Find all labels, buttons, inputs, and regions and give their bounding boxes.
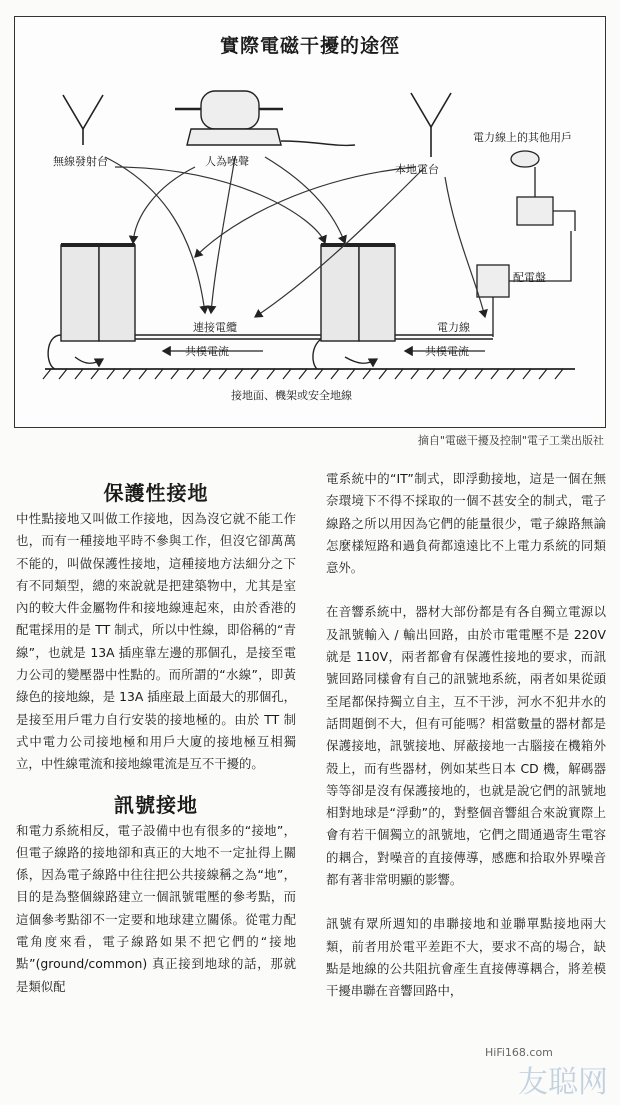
label-local-station: 本地電台 (395, 163, 439, 176)
paragraph-protective-grounding: 中性點接地又叫做工作接地，因為沒它就不能工作也，而有一種接地平時不參與工作，但沒它卻萬萬不能的，叫做保護性接地，這種接地方法細分之下有不同類型，總的來說就是把建築物中，尤其是室內的較大件金屬物件和接地線連起來，由於香港的配電採用的是 TT 制式，所以中性線，即俗稱的“青線”，也就是 13A 插座靠左邊的那個孔，是接至電力公司的變壓器中性點的。而所謂的“水線”，即黃綠色的接地線，是 13A 插座最上面最大的那個孔，是接至用戶電力自行安裝的接地極的。由於 TT 制式中電力公司接地極和用戶大廈的接地極互相獨立，中性線電流和接地線電流是互不干擾的。 (16, 511, 296, 772)
label-common-mode-current-2: 共模電流 (425, 345, 469, 358)
label-common-mode-current-1: 共模電流 (185, 345, 229, 358)
label-distribution-board: 配電盤 (513, 271, 546, 284)
cabinet-right-icon (321, 245, 395, 341)
label-other-users: 電力線上的其他用戶 (473, 131, 572, 144)
other-user-icon (511, 151, 575, 231)
label-connecting-cable: 連接電纜 (193, 321, 237, 334)
watermark-brand: 友聪网 (518, 1065, 608, 1100)
paragraph-it-system: 電系統中的“IT”制式，即浮動接地，這是一個在無奈環境下不得不採取的一個不甚安全的制式，電子線路之所以用因為它們的能量很少，電子線路無論怎麼樣短路和過負荷都遠遠比不上電力系統的同類意外。 (326, 471, 606, 576)
left-column (16, 478, 296, 998)
figure-caption: 摘自"電磁干擾及控制"電子工業出版社 (417, 434, 604, 447)
cabinet-left-icon (61, 245, 135, 341)
watermark-site: HiFi168.com (485, 1046, 553, 1059)
right-column (326, 468, 606, 1003)
label-radio-station: 無線發射台 (53, 155, 108, 168)
motor-icon (175, 91, 355, 145)
label-man-made-noise: 人為噪聲 (205, 155, 249, 168)
paragraph-signal-grounding: 和電力系統相反，電子設備中也有很多的“接地”，但電子線路的接地卻和真正的大地不一定扯得上關係，因為電子線路中往往把公共接線稱之為“地”，目的是為整個線路建立一個訊號電壓的參考點，而這個參考點卻不一定要和地球建立關係。從電力配電角度來看，電子線路如果不把它們的“接地點”(ground/common) 真正接到地球的話，那就是類似配 (16, 822, 296, 994)
label-power-line: 電力線 (437, 321, 470, 334)
emi-diagram (15, 17, 606, 428)
emi-path-figure (14, 16, 606, 428)
radio-antenna-icon (63, 95, 103, 145)
paragraph-signal-types: 訊號有眾所週知的串聯接地和並聯單點接地兩大類，前者用於電平差距不大，要求不高的場合，缺點是地線的公共阻抗會產生直接傳導耦合，將差模干擾串聯在音響回路中， (326, 916, 606, 999)
label-ground-plane: 接地面、機架或安全地線 (231, 389, 352, 402)
heading-protective-grounding: 保護性接地 (103, 481, 209, 505)
figure-title: 實際電磁干擾的途徑 (219, 35, 400, 57)
heading-signal-grounding: 訊號接地 (114, 792, 198, 817)
local-station-antenna-icon (411, 93, 451, 157)
paragraph-audio-system: 在音響系統中，器材大部份都是有各自獨立電源以及訊號輸入 / 輸出回路，由於市電電壓不是 220V 就是 110V，兩者都會有保護性接地的要求，而訊號回路同樣會有自己的訊號地系統，兩者如果從頭至尾都保持獨立自主，互不干涉，河水不犯井水的話問題倒不大，但有可能嗎？相當數量的器材都是保護接地，訊號接地、屏蔽接地一古腦接在機箱外殼上，而有些器材，例如某些日本 CD 機，解碼器等等卻是沒有保護接地的，也就是說它們的訊號地相對地球是“浮動”的，對整個音響組合來說實際上會有若干個獨立的訊號地，它們之間通過寄生電容的耦合，對噪音的直接傳導，感應和拾取外界噪音都有著非常明顯的影響。 (326, 604, 606, 888)
